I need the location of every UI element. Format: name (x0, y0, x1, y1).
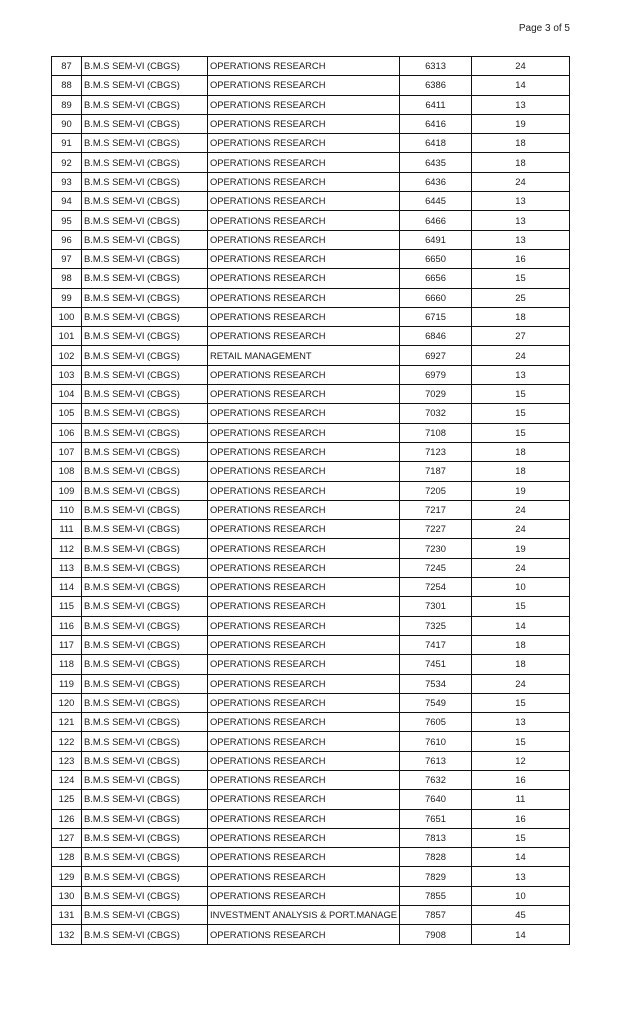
table-row (52, 346, 570, 365)
marks-cell: 15 (472, 423, 570, 442)
marks-cell: 14 (472, 616, 570, 635)
subject-cell: OPERATIONS RESEARCH (208, 95, 400, 114)
serial-number-cell: 124 (52, 770, 82, 789)
subject-cell: OPERATIONS RESEARCH (208, 288, 400, 307)
serial-number-cell: 88 (52, 76, 82, 95)
marks-cell: 24 (472, 558, 570, 577)
serial-number-cell: 94 (52, 192, 82, 211)
course-cell: B.M.S SEM-VI (CBGS) (82, 635, 208, 654)
table-row (52, 520, 570, 539)
subject-cell: OPERATIONS RESEARCH (208, 269, 400, 288)
serial-number-cell: 117 (52, 635, 82, 654)
serial-number-cell: 114 (52, 578, 82, 597)
table-row (52, 732, 570, 751)
seat-number-cell: 7123 (400, 442, 472, 461)
serial-number-cell: 92 (52, 153, 82, 172)
seat-number-cell: 7245 (400, 558, 472, 577)
table-row (52, 249, 570, 268)
course-cell: B.M.S SEM-VI (CBGS) (82, 288, 208, 307)
subject-cell: OPERATIONS RESEARCH (208, 211, 400, 230)
table-row (52, 539, 570, 558)
marks-cell: 13 (472, 365, 570, 384)
course-cell: B.M.S SEM-VI (CBGS) (82, 346, 208, 365)
serial-number-cell: 105 (52, 404, 82, 423)
course-cell: B.M.S SEM-VI (CBGS) (82, 539, 208, 558)
subject-cell: OPERATIONS RESEARCH (208, 848, 400, 867)
subject-cell: OPERATIONS RESEARCH (208, 539, 400, 558)
subject-cell: OPERATIONS RESEARCH (208, 114, 400, 133)
subject-cell: OPERATIONS RESEARCH (208, 790, 400, 809)
course-cell: B.M.S SEM-VI (CBGS) (82, 76, 208, 95)
serial-number-cell: 87 (52, 57, 82, 76)
serial-number-cell: 106 (52, 423, 82, 442)
table-row (52, 693, 570, 712)
results-table (51, 56, 570, 945)
seat-number-cell: 7610 (400, 732, 472, 751)
seat-number-cell: 6435 (400, 153, 472, 172)
table-row (52, 269, 570, 288)
seat-number-cell: 7029 (400, 385, 472, 404)
course-cell: B.M.S SEM-VI (CBGS) (82, 249, 208, 268)
seat-number-cell: 7651 (400, 809, 472, 828)
subject-cell: OPERATIONS RESEARCH (208, 423, 400, 442)
marks-cell: 15 (472, 385, 570, 404)
serial-number-cell: 95 (52, 211, 82, 230)
seat-number-cell: 7205 (400, 481, 472, 500)
serial-number-cell: 119 (52, 674, 82, 693)
seat-number-cell: 7230 (400, 539, 472, 558)
seat-number-cell: 6979 (400, 365, 472, 384)
marks-cell: 18 (472, 134, 570, 153)
table-row (52, 327, 570, 346)
course-cell: B.M.S SEM-VI (CBGS) (82, 558, 208, 577)
subject-cell: OPERATIONS RESEARCH (208, 751, 400, 770)
serial-number-cell: 128 (52, 848, 82, 867)
seat-number-cell: 6660 (400, 288, 472, 307)
course-cell: B.M.S SEM-VI (CBGS) (82, 481, 208, 500)
serial-number-cell: 126 (52, 809, 82, 828)
table-row (52, 365, 570, 384)
course-cell: B.M.S SEM-VI (CBGS) (82, 57, 208, 76)
course-cell: B.M.S SEM-VI (CBGS) (82, 809, 208, 828)
course-cell: B.M.S SEM-VI (CBGS) (82, 500, 208, 519)
marks-cell: 25 (472, 288, 570, 307)
course-cell: B.M.S SEM-VI (CBGS) (82, 385, 208, 404)
table-row (52, 95, 570, 114)
marks-cell: 24 (472, 674, 570, 693)
table-row (52, 925, 570, 944)
table-row (52, 153, 570, 172)
serial-number-cell: 111 (52, 520, 82, 539)
marks-cell: 13 (472, 211, 570, 230)
serial-number-cell: 131 (52, 906, 82, 925)
seat-number-cell: 7829 (400, 867, 472, 886)
table-row (52, 481, 570, 500)
table-row (52, 211, 570, 230)
marks-cell: 15 (472, 597, 570, 616)
marks-cell: 10 (472, 886, 570, 905)
subject-cell: OPERATIONS RESEARCH (208, 578, 400, 597)
table-row (52, 809, 570, 828)
marks-cell: 13 (472, 867, 570, 886)
marks-cell: 19 (472, 114, 570, 133)
marks-cell: 24 (472, 57, 570, 76)
subject-cell: OPERATIONS RESEARCH (208, 192, 400, 211)
subject-cell: OPERATIONS RESEARCH (208, 828, 400, 847)
marks-cell: 24 (472, 520, 570, 539)
seat-number-cell: 6436 (400, 172, 472, 191)
serial-number-cell: 110 (52, 500, 82, 519)
marks-cell: 16 (472, 770, 570, 789)
table-row (52, 442, 570, 461)
subject-cell: OPERATIONS RESEARCH (208, 442, 400, 461)
table-row (52, 404, 570, 423)
table-body (52, 57, 570, 945)
serial-number-cell: 101 (52, 327, 82, 346)
table-row (52, 423, 570, 442)
seat-number-cell: 6313 (400, 57, 472, 76)
marks-cell: 11 (472, 790, 570, 809)
marks-cell: 15 (472, 404, 570, 423)
seat-number-cell: 7325 (400, 616, 472, 635)
marks-cell: 15 (472, 269, 570, 288)
seat-number-cell: 7417 (400, 635, 472, 654)
marks-cell: 18 (472, 442, 570, 461)
marks-cell: 13 (472, 713, 570, 732)
subject-cell: OPERATIONS RESEARCH (208, 732, 400, 751)
course-cell: B.M.S SEM-VI (CBGS) (82, 886, 208, 905)
seat-number-cell: 7632 (400, 770, 472, 789)
subject-cell: OPERATIONS RESEARCH (208, 558, 400, 577)
seat-number-cell: 7613 (400, 751, 472, 770)
course-cell: B.M.S SEM-VI (CBGS) (82, 520, 208, 539)
table-row (52, 558, 570, 577)
table-row (52, 848, 570, 867)
seat-number-cell: 7828 (400, 848, 472, 867)
table-row (52, 597, 570, 616)
marks-cell: 14 (472, 76, 570, 95)
marks-cell: 10 (472, 578, 570, 597)
table-row (52, 134, 570, 153)
table-row (52, 192, 570, 211)
serial-number-cell: 96 (52, 230, 82, 249)
table-row (52, 230, 570, 249)
seat-number-cell: 7301 (400, 597, 472, 616)
subject-cell: OPERATIONS RESEARCH (208, 249, 400, 268)
marks-cell: 19 (472, 539, 570, 558)
marks-cell: 24 (472, 500, 570, 519)
subject-cell: OPERATIONS RESEARCH (208, 172, 400, 191)
serial-number-cell: 120 (52, 693, 82, 712)
table-row (52, 770, 570, 789)
course-cell: B.M.S SEM-VI (CBGS) (82, 153, 208, 172)
serial-number-cell: 100 (52, 307, 82, 326)
course-cell: B.M.S SEM-VI (CBGS) (82, 307, 208, 326)
seat-number-cell: 7217 (400, 500, 472, 519)
marks-cell: 18 (472, 462, 570, 481)
table-row (52, 713, 570, 732)
course-cell: B.M.S SEM-VI (CBGS) (82, 578, 208, 597)
table-row (52, 674, 570, 693)
seat-number-cell: 7857 (400, 906, 472, 925)
serial-number-cell: 99 (52, 288, 82, 307)
marks-cell: 15 (472, 828, 570, 847)
seat-number-cell: 7254 (400, 578, 472, 597)
table-row (52, 578, 570, 597)
course-cell: B.M.S SEM-VI (CBGS) (82, 848, 208, 867)
marks-cell: 15 (472, 693, 570, 712)
course-cell: B.M.S SEM-VI (CBGS) (82, 751, 208, 770)
table-row (52, 307, 570, 326)
course-cell: B.M.S SEM-VI (CBGS) (82, 674, 208, 693)
seat-number-cell: 6418 (400, 134, 472, 153)
subject-cell: RETAIL MANAGEMENT (208, 346, 400, 365)
marks-cell: 14 (472, 848, 570, 867)
course-cell: B.M.S SEM-VI (CBGS) (82, 134, 208, 153)
course-cell: B.M.S SEM-VI (CBGS) (82, 95, 208, 114)
table-row (52, 906, 570, 925)
serial-number-cell: 121 (52, 713, 82, 732)
table-row (52, 616, 570, 635)
seat-number-cell: 7032 (400, 404, 472, 423)
serial-number-cell: 129 (52, 867, 82, 886)
subject-cell: OPERATIONS RESEARCH (208, 500, 400, 519)
marks-cell: 27 (472, 327, 570, 346)
subject-cell: INVESTMENT ANALYSIS & PORT.MANAGE (208, 906, 400, 925)
serial-number-cell: 118 (52, 655, 82, 674)
table-row (52, 635, 570, 654)
seat-number-cell: 7108 (400, 423, 472, 442)
course-cell: B.M.S SEM-VI (CBGS) (82, 693, 208, 712)
serial-number-cell: 116 (52, 616, 82, 635)
seat-number-cell: 7534 (400, 674, 472, 693)
table-row (52, 288, 570, 307)
course-cell: B.M.S SEM-VI (CBGS) (82, 597, 208, 616)
seat-number-cell: 6445 (400, 192, 472, 211)
serial-number-cell: 115 (52, 597, 82, 616)
marks-cell: 12 (472, 751, 570, 770)
seat-number-cell: 7908 (400, 925, 472, 944)
subject-cell: OPERATIONS RESEARCH (208, 462, 400, 481)
seat-number-cell: 6466 (400, 211, 472, 230)
serial-number-cell: 123 (52, 751, 82, 770)
course-cell: B.M.S SEM-VI (CBGS) (82, 404, 208, 423)
serial-number-cell: 107 (52, 442, 82, 461)
course-cell: B.M.S SEM-VI (CBGS) (82, 925, 208, 944)
serial-number-cell: 98 (52, 269, 82, 288)
seat-number-cell: 7855 (400, 886, 472, 905)
table-row (52, 114, 570, 133)
seat-number-cell: 6411 (400, 95, 472, 114)
subject-cell: OPERATIONS RESEARCH (208, 616, 400, 635)
serial-number-cell: 97 (52, 249, 82, 268)
course-cell: B.M.S SEM-VI (CBGS) (82, 423, 208, 442)
subject-cell: OPERATIONS RESEARCH (208, 230, 400, 249)
marks-cell: 15 (472, 732, 570, 751)
marks-cell: 16 (472, 249, 570, 268)
table-row (52, 385, 570, 404)
course-cell: B.M.S SEM-VI (CBGS) (82, 828, 208, 847)
serial-number-cell: 109 (52, 481, 82, 500)
seat-number-cell: 7187 (400, 462, 472, 481)
subject-cell: OPERATIONS RESEARCH (208, 481, 400, 500)
seat-number-cell: 7605 (400, 713, 472, 732)
serial-number-cell: 108 (52, 462, 82, 481)
marks-cell: 14 (472, 925, 570, 944)
subject-cell: OPERATIONS RESEARCH (208, 307, 400, 326)
subject-cell: OPERATIONS RESEARCH (208, 404, 400, 423)
marks-cell: 18 (472, 153, 570, 172)
course-cell: B.M.S SEM-VI (CBGS) (82, 790, 208, 809)
course-cell: B.M.S SEM-VI (CBGS) (82, 172, 208, 191)
table-row (52, 790, 570, 809)
marks-cell: 45 (472, 906, 570, 925)
serial-number-cell: 132 (52, 925, 82, 944)
seat-number-cell: 6715 (400, 307, 472, 326)
course-cell: B.M.S SEM-VI (CBGS) (82, 732, 208, 751)
subject-cell: OPERATIONS RESEARCH (208, 327, 400, 346)
marks-cell: 13 (472, 230, 570, 249)
marks-cell: 24 (472, 346, 570, 365)
subject-cell: OPERATIONS RESEARCH (208, 597, 400, 616)
serial-number-cell: 113 (52, 558, 82, 577)
table-row (52, 751, 570, 770)
seat-number-cell: 7227 (400, 520, 472, 539)
seat-number-cell: 6386 (400, 76, 472, 95)
marks-cell: 19 (472, 481, 570, 500)
serial-number-cell: 130 (52, 886, 82, 905)
serial-number-cell: 122 (52, 732, 82, 751)
marks-cell: 13 (472, 192, 570, 211)
course-cell: B.M.S SEM-VI (CBGS) (82, 365, 208, 384)
serial-number-cell: 127 (52, 828, 82, 847)
subject-cell: OPERATIONS RESEARCH (208, 153, 400, 172)
marks-cell: 13 (472, 95, 570, 114)
seat-number-cell: 6650 (400, 249, 472, 268)
seat-number-cell: 7549 (400, 693, 472, 712)
subject-cell: OPERATIONS RESEARCH (208, 134, 400, 153)
page-number: Page 3 of 5 (518, 23, 570, 34)
marks-cell: 24 (472, 172, 570, 191)
serial-number-cell: 125 (52, 790, 82, 809)
course-cell: B.M.S SEM-VI (CBGS) (82, 327, 208, 346)
subject-cell: OPERATIONS RESEARCH (208, 520, 400, 539)
seat-number-cell: 6491 (400, 230, 472, 249)
course-cell: B.M.S SEM-VI (CBGS) (82, 192, 208, 211)
serial-number-cell: 103 (52, 365, 82, 384)
subject-cell: OPERATIONS RESEARCH (208, 770, 400, 789)
course-cell: B.M.S SEM-VI (CBGS) (82, 770, 208, 789)
subject-cell: OPERATIONS RESEARCH (208, 57, 400, 76)
table-row (52, 867, 570, 886)
subject-cell: OPERATIONS RESEARCH (208, 385, 400, 404)
subject-cell: OPERATIONS RESEARCH (208, 693, 400, 712)
subject-cell: OPERATIONS RESEARCH (208, 809, 400, 828)
subject-cell: OPERATIONS RESEARCH (208, 713, 400, 732)
seat-number-cell: 6846 (400, 327, 472, 346)
subject-cell: OPERATIONS RESEARCH (208, 635, 400, 654)
marks-cell: 16 (472, 809, 570, 828)
serial-number-cell: 93 (52, 172, 82, 191)
course-cell: B.M.S SEM-VI (CBGS) (82, 269, 208, 288)
table-row (52, 172, 570, 191)
subject-cell: OPERATIONS RESEARCH (208, 867, 400, 886)
course-cell: B.M.S SEM-VI (CBGS) (82, 867, 208, 886)
table-row (52, 655, 570, 674)
seat-number-cell: 6927 (400, 346, 472, 365)
serial-number-cell: 104 (52, 385, 82, 404)
course-cell: B.M.S SEM-VI (CBGS) (82, 442, 208, 461)
course-cell: B.M.S SEM-VI (CBGS) (82, 713, 208, 732)
subject-cell: OPERATIONS RESEARCH (208, 674, 400, 693)
seat-number-cell: 6656 (400, 269, 472, 288)
serial-number-cell: 112 (52, 539, 82, 558)
seat-number-cell: 7640 (400, 790, 472, 809)
table-row (52, 500, 570, 519)
course-cell: B.M.S SEM-VI (CBGS) (82, 230, 208, 249)
serial-number-cell: 89 (52, 95, 82, 114)
serial-number-cell: 102 (52, 346, 82, 365)
course-cell: B.M.S SEM-VI (CBGS) (82, 655, 208, 674)
subject-cell: OPERATIONS RESEARCH (208, 655, 400, 674)
subject-cell: OPERATIONS RESEARCH (208, 365, 400, 384)
table-row (52, 76, 570, 95)
table-row (52, 57, 570, 76)
course-cell: B.M.S SEM-VI (CBGS) (82, 616, 208, 635)
table-row (52, 462, 570, 481)
subject-cell: OPERATIONS RESEARCH (208, 886, 400, 905)
subject-cell: OPERATIONS RESEARCH (208, 76, 400, 95)
serial-number-cell: 90 (52, 114, 82, 133)
seat-number-cell: 7451 (400, 655, 472, 674)
seat-number-cell: 7813 (400, 828, 472, 847)
table-row (52, 828, 570, 847)
course-cell: B.M.S SEM-VI (CBGS) (82, 114, 208, 133)
course-cell: B.M.S SEM-VI (CBGS) (82, 462, 208, 481)
marks-cell: 18 (472, 307, 570, 326)
serial-number-cell: 91 (52, 134, 82, 153)
seat-number-cell: 6416 (400, 114, 472, 133)
marks-cell: 18 (472, 635, 570, 654)
table-row (52, 886, 570, 905)
course-cell: B.M.S SEM-VI (CBGS) (82, 211, 208, 230)
subject-cell: OPERATIONS RESEARCH (208, 925, 400, 944)
marks-cell: 18 (472, 655, 570, 674)
course-cell: B.M.S SEM-VI (CBGS) (82, 906, 208, 925)
